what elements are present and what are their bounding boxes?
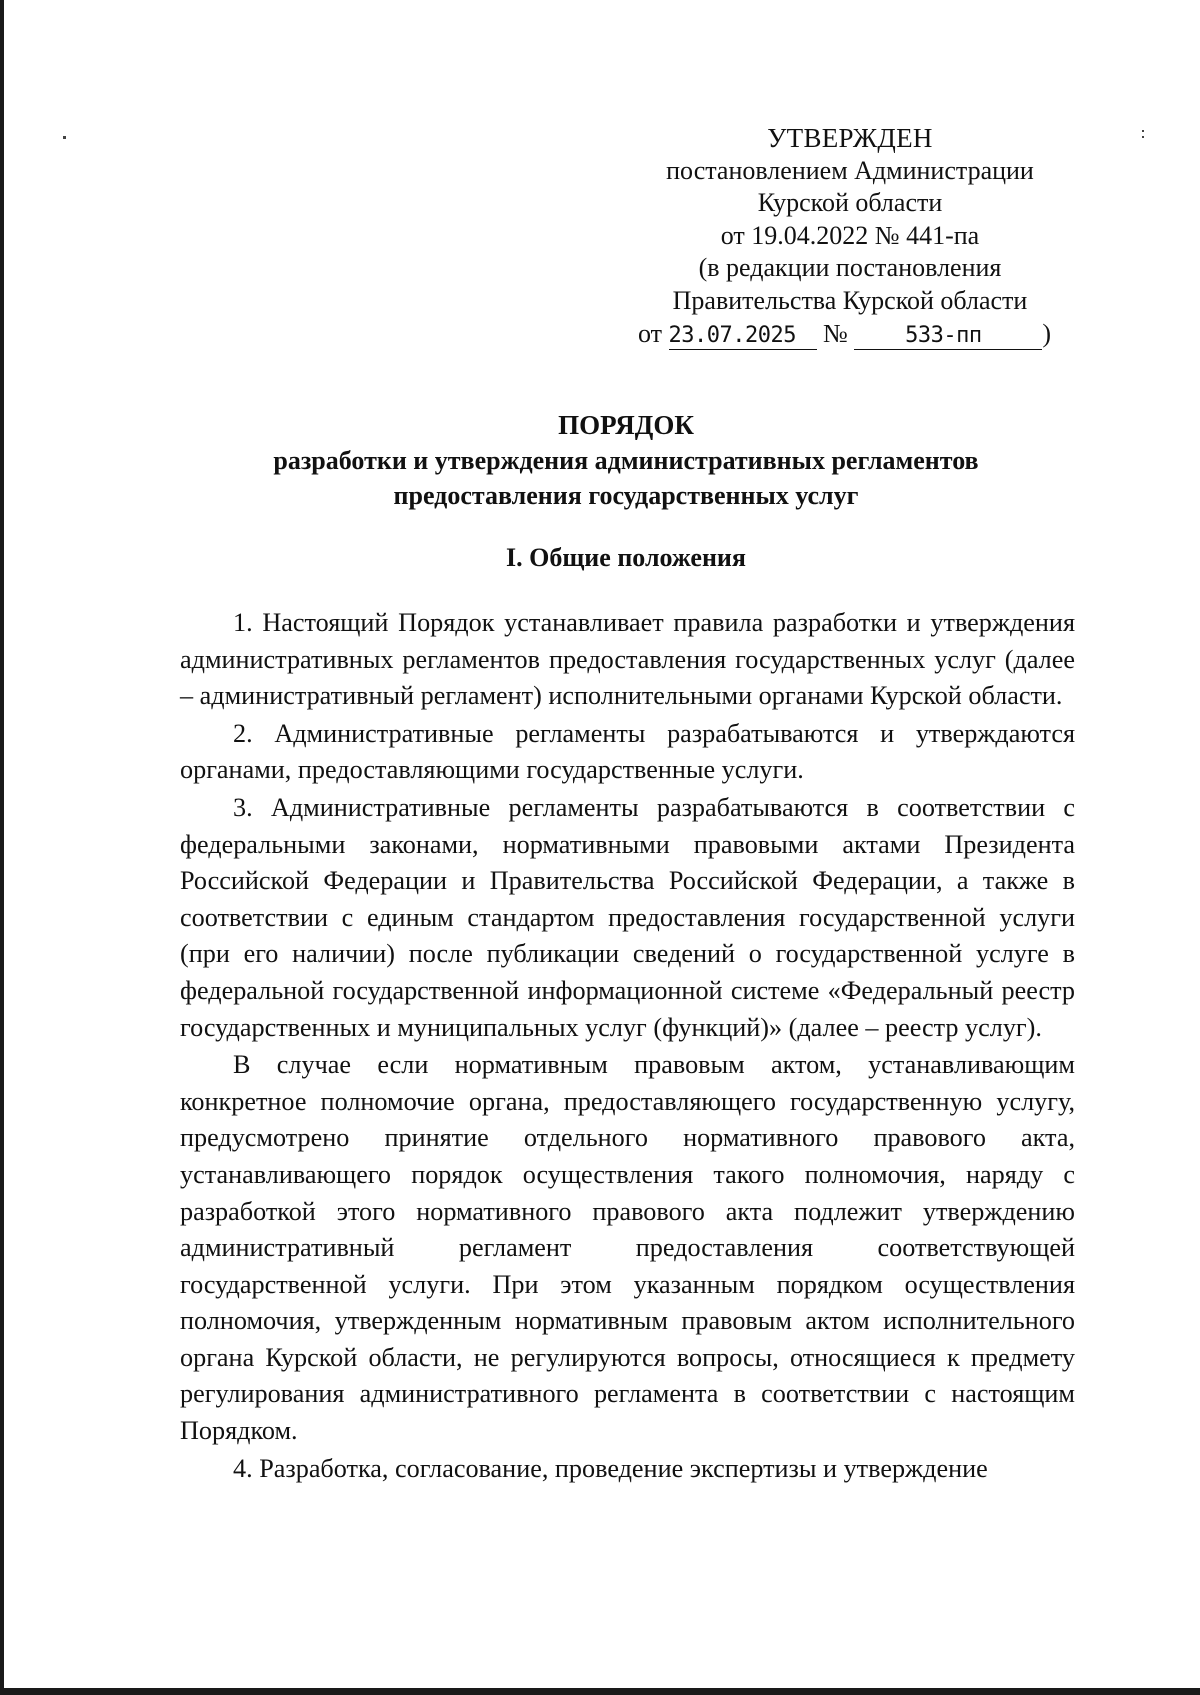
approval-line-1: постановлением Администрации xyxy=(666,155,1034,185)
paragraph-2: 2. Административные регламенты разрабатываются и утверждаются органами, предоставляющими государственные услуги. xyxy=(180,718,1075,785)
approval-date-value: 23.07.2025 xyxy=(669,323,817,350)
paragraph-3: 3. Административные регламенты разрабатываются в соответствии с федеральными законами, нормативными правовыми актами Президента Российской Федерации и Правительства Российской Федерации, а также в соответствии с единым стандартом предоставления государственной услуги (при его наличии) после публикации сведений о государственной услуге в федеральной государственной информационной системе «Федеральный реестр государственных и муниципальных услуг (функций)» (далее – реестр услуг). xyxy=(180,792,1075,1042)
document-subtitle-line-2: предоставления государственных услуг xyxy=(393,481,859,510)
scan-speck xyxy=(63,136,66,139)
approval-line-3: от 19.04.2022 № 441-па xyxy=(720,220,980,250)
approval-line-5: Правительства Курской области xyxy=(672,285,1028,315)
paragraph-1: 1. Настоящий Порядок устанавливает правила разработки и утверждения административных регламентов предоставления государственных услуг (далее – административный регламент) исполнительными органами Курской области. xyxy=(180,608,1075,711)
document-body xyxy=(180,605,1075,1488)
approval-title: УТВЕРЖДЕН xyxy=(767,123,933,153)
paragraph-4: 4. Разработка, согласование, проведение экспертизы и утверждение xyxy=(233,1453,988,1483)
approval-line-2: Курской области xyxy=(757,188,943,218)
scan-speck xyxy=(1142,130,1144,132)
approval-line-4: (в редакции постановления xyxy=(698,253,1002,283)
approval-block xyxy=(600,122,1100,352)
approval-date-prefix: от xyxy=(638,318,663,348)
approval-number-value: 533-пп xyxy=(854,323,1042,350)
paragraph-3-continued: В случае если нормативным правовым актом, устанавливающим конкретное полномочие органа, предоставляющего государственную услугу, предусмотрено принятие отдельного нормативного правового акта, устанавливающего порядок осуществления такого полномочия, наряду с разработкой этого нормативного правового акта подлежит утверждению административный регламент предоставления соответствующей государственной услуги. При этом указанным порядком осуществления полномочия, утвержденным нормативным правовым актом исполнительного органа Курской области, не регулируются вопросы, относящиеся к предмету регулирования административного регламента в соответствии с настоящим Порядком. xyxy=(180,1050,1075,1446)
scan-left-edge xyxy=(0,0,4,1695)
approval-date-line xyxy=(600,318,1100,352)
document-title: ПОРЯДОК xyxy=(558,410,694,440)
scan-speck xyxy=(1142,136,1144,138)
approval-number-sign: № xyxy=(823,318,848,348)
approval-closing-paren: ) xyxy=(1042,318,1052,348)
section-title: I. Общие положения xyxy=(506,543,746,572)
document-heading xyxy=(180,408,1072,513)
scan-bottom-edge xyxy=(0,1688,1200,1695)
document-subtitle-line-1: разработки и утверждения административных регламентов xyxy=(273,446,979,475)
